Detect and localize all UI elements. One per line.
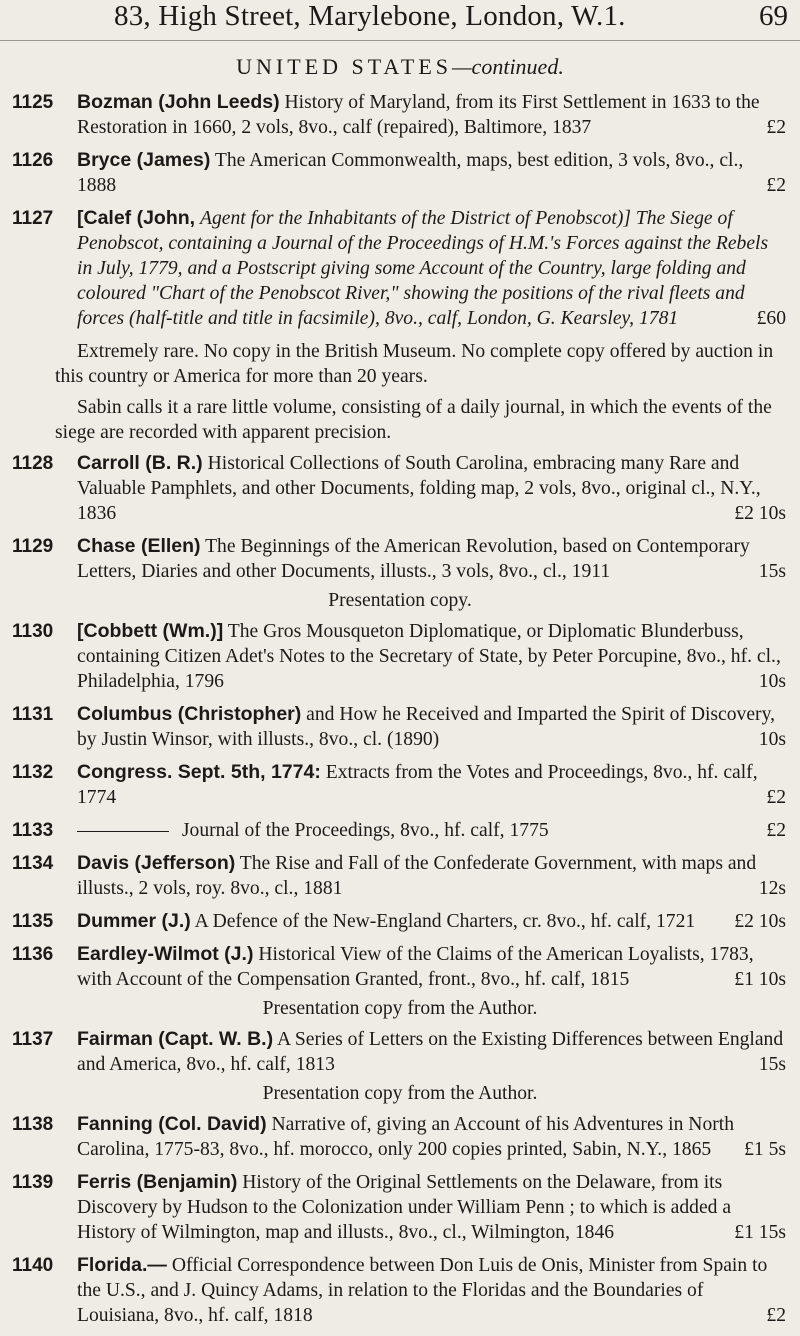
entry-price: £2 10s [734,503,786,524]
entry-author: Chase (Ellen) [77,535,201,557]
catalogue-entry [0,148,800,198]
catalogue-entry [0,851,800,901]
lot-number: 1126 [12,150,54,171]
catalogue-entry [0,619,800,694]
lot-number: 1131 [12,704,54,725]
page-number: 69 [759,0,788,32]
catalogue-entry [0,90,800,140]
entry-description: A Defence of the New-England Charters, cr. 8vo., hf. calf, 1721 [194,911,696,932]
catalogue-entry [0,451,800,526]
entry-description: History of the Original Settlements on the Delaware, from its Discovery by Hudson to the Colonization under William Penn ; to which is added a History of Wilmington, map and illusts., 8vo., cl., Wilmington, 1846 [77,1172,732,1243]
entry-author: [Calef (John, [77,207,196,229]
entry-price: 10s [758,729,786,750]
catalogue-entry [0,1253,800,1328]
entry-price: £2 [766,787,786,808]
catalogue-entry [0,1170,800,1245]
entry-author: Davis (Jefferson) [77,852,236,874]
entry-author: Florida.— [77,1254,167,1276]
entry-price: £1 10s [734,969,786,990]
catalogue-entry [0,909,800,934]
catalogue-entry [0,206,800,331]
entry-price: 15s [758,1054,786,1075]
entry-description: The Gros Mousqueton Diplomatique, or Diplomatic Blunderbuss, containing Citizen Adet's Notes to the Secretary of State, by Peter Porcupine, 8vo., hf. cl., Philadelphia, 1796 [77,621,781,692]
entry-price: £1 15s [734,1222,786,1243]
presentation-note: Presentation copy from the Author. [262,1083,538,1104]
lot-number: 1128 [12,453,54,474]
entry-author: Congress. Sept. 5th, 1774: [77,761,321,783]
presentation-note: Presentation copy. [328,590,472,611]
lot-number: 1137 [12,1029,54,1050]
lot-number: 1139 [12,1172,54,1193]
entry-author: Eardley-Wilmot (J.) [77,943,254,965]
lot-number: 1140 [12,1255,54,1276]
entry-author: Dummer (J.) [77,910,191,932]
presentation-note: Presentation copy from the Author. [262,998,538,1019]
entry-price: 12s [758,878,786,899]
lot-number: 1133 [12,820,54,841]
entry-author: Ferris (Benjamin) [77,1171,238,1193]
catalogue-entry [0,1027,800,1077]
entry-author: Fanning (Col. David) [77,1113,267,1135]
entry-price: 10s [758,671,786,692]
entry-author: Bozman (John Leeds) [77,91,280,113]
ditto-dash [77,831,169,832]
entry-description: History of Maryland, from its First Settlement in 1633 to the Restoration in 1660, 2 vols, 8vo., calf (repaired), Baltimore, 1837 [77,92,760,138]
lot-number: 1130 [12,621,54,642]
entry-description: A Series of Letters on the Existing Differences between England and America, 8vo., hf. calf, 1813 [77,1029,784,1075]
lot-number: 1125 [12,92,54,113]
entry-description: The American Commonwealth, maps, best edition, 3 vols, 8vo., cl., 1888 [77,150,744,196]
entry-price: £2 [766,820,786,841]
entry-author: Columbus (Christopher) [77,703,302,725]
entry-price: £60 [756,308,786,329]
entry-price: £2 10s [734,911,786,932]
catalogue-entry [0,534,800,584]
entry-price: £1 5s [744,1139,786,1160]
publisher-address: 83, High Street, Marylebone, London, W.1. [114,0,626,32]
lot-number: 1138 [12,1114,54,1135]
entry-description: The Rise and Fall of the Confederate Government, with maps and illusts., 2 vols, roy. 8vo., cl., 1881 [77,853,757,899]
entry-price: £2 [766,1305,786,1326]
lot-number: 1132 [12,762,54,783]
entry-description: Official Correspondence between Don Luis de Onis, Minister from Spain to the U.S., and J. Quincy Adams, in relation to the Floridas and the Boundaries of Louisiana, 8vo., hf. calf, 1818 [77,1255,768,1326]
entry-description: Historical View of the Claims of the American Loyalists, 1783, with Account of the Compensation Granted, front., 8vo., hf. calf, 1815 [77,944,754,990]
entry-price: 15s [758,561,786,582]
entry-price: £2 [766,117,786,138]
entry-description: Historical Collections of South Carolina, embracing many Rare and Valuable Pamphlets, and other Documents, folding map, 2 vols, 8vo., original cl., N.Y., 1836 [77,453,761,524]
catalogue-entry [0,818,800,843]
entry-note: Sabin calls it a rare little volume, consisting of a daily journal, in which the events of the siege are recorded with apparent precision. [55,397,772,443]
catalogue-entries [0,90,800,1336]
entry-description: Journal of the Proceedings, 8vo., hf. calf, 1775 [181,820,549,841]
catalogue-entry [0,942,800,992]
catalogue-entry [0,760,800,810]
lot-number: 1129 [12,536,54,557]
lot-number: 1134 [12,853,54,874]
lot-number: 1135 [12,911,54,932]
entry-note: Extremely rare. No copy in the British Museum. No complete copy offered by auction in this country or America for more than 20 years. [55,341,774,387]
catalogue-entry [0,702,800,752]
entry-description: and How he Received and Imparted the Spirit of Discovery, by Justin Winsor, with illusts., 8vo., cl. (1890) [77,704,775,750]
section-title: UNITED STATES—continued. [236,54,564,79]
entry-description: The Beginnings of the American Revolution, based on Contemporary Letters, Diaries and other Documents, illusts., 3 vols, 8vo., cl., 1911 [77,536,750,582]
entry-description: Narrative of, giving an Account of his Adventures in North Carolina, 1775-83, 8vo., hf. morocco, only 200 copies printed, Sabin, N.Y., 1865 [77,1114,735,1160]
catalogue-entry [0,1112,800,1162]
entry-price: £2 [766,175,786,196]
entry-author: Carroll (B. R.) [77,452,203,474]
entry-author: [Cobbett (Wm.)] [77,620,224,642]
entry-description: Agent for the Inhabitants of the District of Penobscot)] The Siege of Penobscot, containing a Journal of the Proceedings of H.M.'s Forces against the Rebels in July, 1779, and a Postscript giving some Account of the Country, large folding and coloured "Chart of the Penobscot River," showing the positions of the rival fleets and forces (half-title and title in facsimile), 8vo., calf, London, G. Kearsley, 1781 [77,208,769,329]
entry-description: Extracts from the Votes and Proceedings, 8vo., hf. calf, 1774 [77,762,758,808]
entry-author: Fairman (Capt. W. B.) [77,1028,274,1050]
lot-number: 1127 [12,208,54,229]
lot-number: 1136 [12,944,54,965]
entry-author: Bryce (James) [77,149,211,171]
page-header [0,0,800,41]
